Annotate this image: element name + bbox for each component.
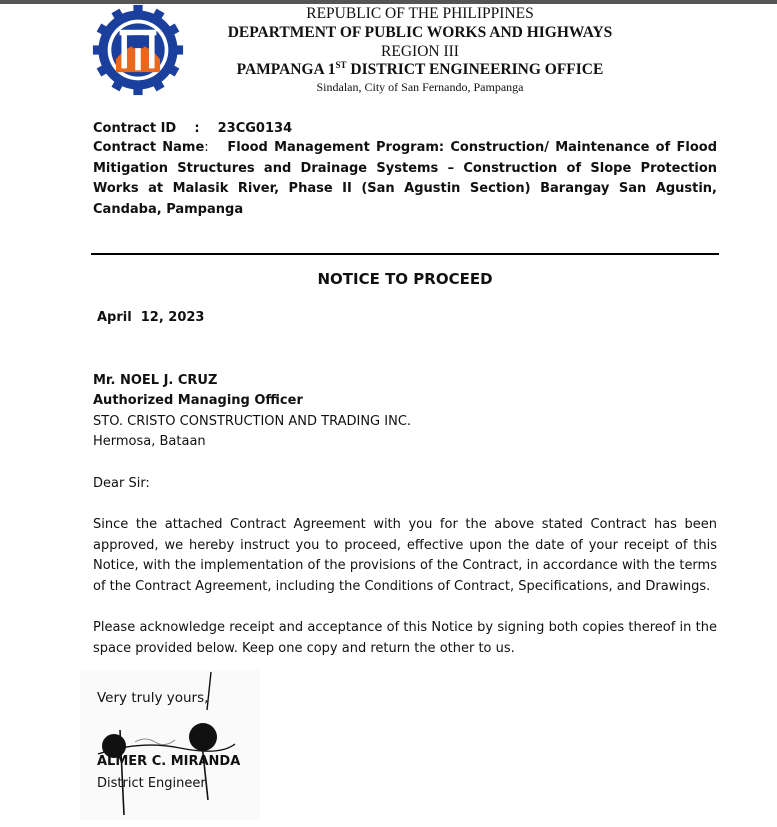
salutation: Dear Sir: <box>93 476 150 491</box>
contract-name-block: Contract Name: Flood Management Program: Construction/ Maintenance of Flood Mitigation Structures and Drainage Systems – Construction of Slope Protection Works at Malasik River, Phase II (San Agustin Section) Barangay San Agustin, Candaba, Pampanga <box>93 140 717 218</box>
header-region: REGION III <box>381 43 459 60</box>
contract-id-value: 23CG0134 <box>217 121 293 136</box>
divider-rule <box>91 253 719 255</box>
header-office: PAMPANGA 1ST DISTRICT ENGINEERING OFFICE <box>236 60 604 79</box>
header-republic: REPUBLIC OF THE PHILIPPINES <box>306 5 534 22</box>
signatory-title: District Engineer <box>97 776 206 791</box>
recipient-company: STO. CRISTO CONSTRUCTION AND TRADING INC. <box>93 414 412 429</box>
body-paragraph-2: Please acknowledge receipt and acceptance of this Notice by signing both copies thereof in the space provided below. Keep one copy and return the other to us. <box>93 620 717 656</box>
dpwh-seal-icon <box>92 4 184 96</box>
header-department: DEPARTMENT OF PUBLIC WORKS AND HIGHWAYS <box>227 24 613 41</box>
recipient-address: Hermosa, Bataan <box>93 434 206 449</box>
body-paragraph-1: Since the attached Contract Agreement with you for the above stated Contract has been approved, we hereby instruct you to proceed, effective upon the date of your receipt of this Notice, with the implementation of the provisions of the Contract, in accordance with the terms of the Contract Agreement, including the Conditions of Contract, Specifications, and Drawings. <box>93 517 717 595</box>
header-address: Sindalan, City of San Fernando, Pampanga <box>316 80 524 94</box>
notice-title: NOTICE TO PROCEED <box>317 270 493 288</box>
recipient-title: Authorized Managing Officer <box>93 393 303 408</box>
letter-date: April 12, 2023 <box>97 310 205 325</box>
closing-text: Very truly yours, <box>97 690 209 706</box>
contract-id-line: Contract ID : 23CG0134 <box>93 121 293 136</box>
recipient-name: Mr. NOEL J. CRUZ <box>93 373 218 388</box>
contract-name-value: Flood Management Program: Construction/ Maintenance of Flood Mitigation Structures and Drainage Systems – Construction of Slope Protection Works at Malasik River, Phase II (San Agustin Section) Barangay San Agustin, Candaba, Pampanga <box>93 140 717 218</box>
signatory-name: ALMER C. MIRANDA <box>97 754 241 769</box>
